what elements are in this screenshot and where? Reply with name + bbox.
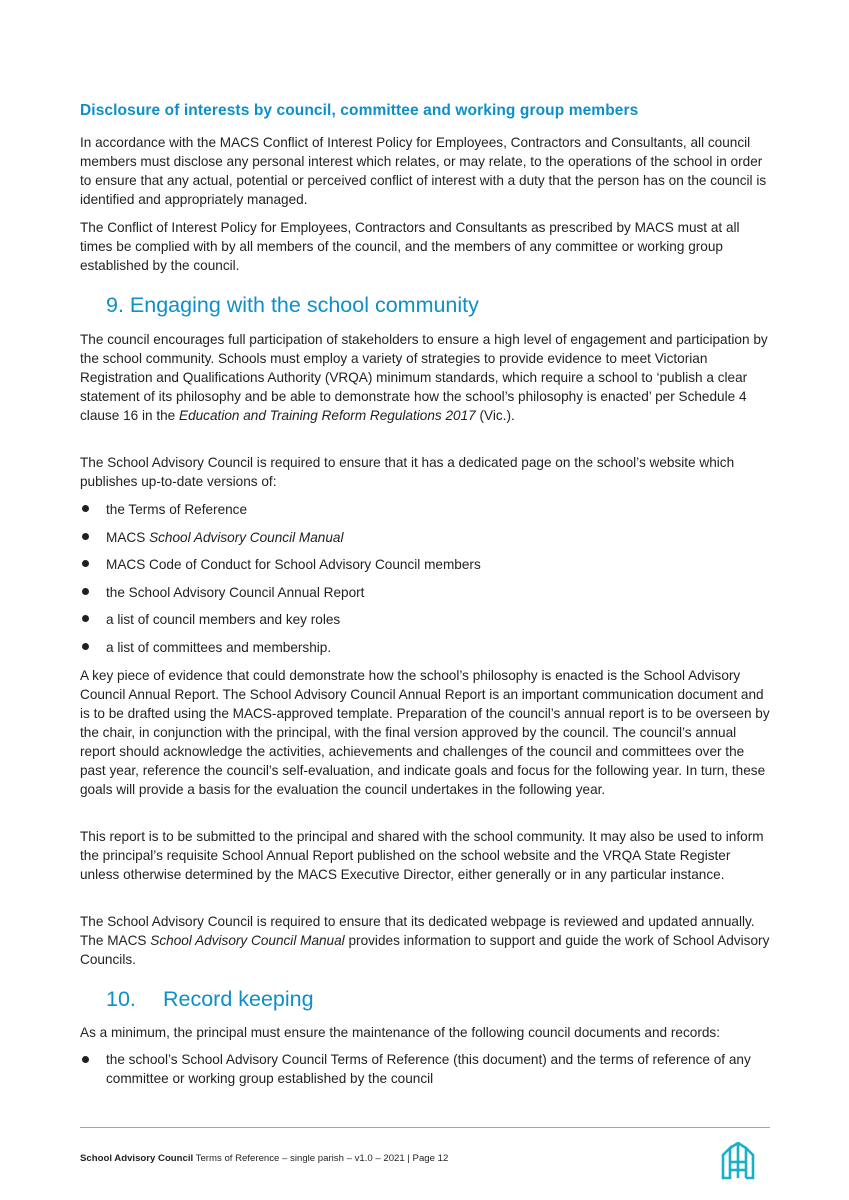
page-footer — [80, 1153, 448, 1164]
section-9-para-4: This report is to be submitted to the principal and shared with the school community. It may also be used to inform the principal’s requisite School Annual Report published on the school website and the VRQA State Register unless otherwise determined by the MACS Executive Director, either generally or in any particular instance. — [80, 829, 764, 882]
section-10-para-1: As a minimum, the principal must ensure the maintenance of the following council documents and records: — [80, 1025, 720, 1040]
macs-logo-icon — [721, 1142, 755, 1180]
bullet-dot-icon — [82, 505, 89, 512]
bullet-dot-icon — [82, 1056, 89, 1063]
list-item: the school’s School Advisory Council Terms of Reference (this document) and the terms of reference of any committee or working group established by the council — [80, 1050, 770, 1088]
list-item: MACS School Advisory Council Manual — [80, 528, 770, 547]
section-9-title: Engaging with the school community — [129, 293, 479, 317]
manual-title: School Advisory Council Manual — [150, 933, 345, 948]
section-10-heading — [106, 987, 314, 1012]
section-10-number: 10. — [106, 987, 136, 1011]
footer-details: Terms of Reference – single parish – v1.0 – 2021 | Page 12 — [193, 1153, 449, 1164]
section-9-para-2: The School Advisory Council is required to ensure that it has a dedicated page on the school’s website which publishes up-to-date versions of: — [80, 455, 735, 489]
disclosure-para-1: In accordance with the MACS Conflict of Interest Policy for Employees, Contractors and Consultants, all council members must disclose any personal interest which relates, or may relate, to the operations of the school in order to ensure that any actual, potential or perceived conflict of interest with a duty that the person has on the council is identified and appropriately managed. — [80, 135, 767, 207]
section-9-para-1 — [80, 330, 770, 425]
bullet-dot-icon — [82, 615, 89, 622]
website-content-list — [80, 500, 770, 666]
bullet-dot-icon — [82, 560, 89, 567]
section-9-para-3: A key piece of evidence that could demonstrate how the school’s philosophy is enacted is the School Advisory Council Annual Report. The School Advisory Council Annual Report is an important communication document and is to be drafted using the MACS-approved template. Preparation of the council’s annual report is to be overseen by the chair, in conjunction with the principal, with the final version approved by the council. The council’s annual report should acknowledge the activities, achievements and challenges of the council and committees over the past year, reference the council’s self-evaluation, and indicate goals and focus for the following year. In turn, these goals will provide a basis for the evaluation the council undertakes in the following year. — [80, 668, 770, 797]
bullet-dot-icon — [82, 588, 89, 595]
section-9-heading — [106, 293, 479, 318]
disclosure-para-2: The Conflict of Interest Policy for Employees, Contractors and Consultants as prescribed by MACS must at all times be complied with by all members of the council, and the members of any committee or working group established by the council. — [80, 220, 740, 273]
list-item: a list of council members and key roles — [80, 610, 770, 629]
footer-title: School Advisory Council — [80, 1153, 194, 1164]
section-9-para-1-end: (Vic.). — [475, 408, 515, 423]
list-item: the School Advisory Council Annual Report — [80, 583, 770, 602]
section-9-para-5: The School Advisory Council is required to ensure that its dedicated webpage is reviewed and updated annually. The MACS School Advisory Council Manual provides information to support and guide the work of School Advisory Councils. — [80, 914, 770, 967]
list-item: a list of committees and membership. — [80, 638, 770, 657]
section-9-number: 9. — [106, 293, 124, 317]
bullet-dot-icon — [82, 533, 89, 540]
list-item: the Terms of Reference — [80, 500, 770, 519]
footer-divider — [80, 1127, 770, 1128]
section-10-title: Record keeping — [162, 987, 314, 1011]
list-item: MACS Code of Conduct for School Advisory Council members — [80, 555, 770, 574]
section-9-para-1-text: The council encourages full participation of stakeholders to ensure a high level of engagement and participation by the school community. Schools must employ a variety of strategies to provide evidence to meet Victorian Registration and Qualifications Authority (VRQA) minimum standards, which require a school to ‘publish a clear statement of its philosophy and be able to demonstrate how the school’s philosophy is enacted’ per Schedule 4 clause 16 in the — [80, 332, 768, 423]
disclosure-heading: Disclosure of interests by council, committee and working group members — [80, 102, 639, 119]
bullet-dot-icon — [82, 643, 89, 650]
regulations-title: Education and Training Reform Regulations 2017 — [179, 408, 476, 423]
manual-title: School Advisory Council Manual — [149, 529, 344, 545]
